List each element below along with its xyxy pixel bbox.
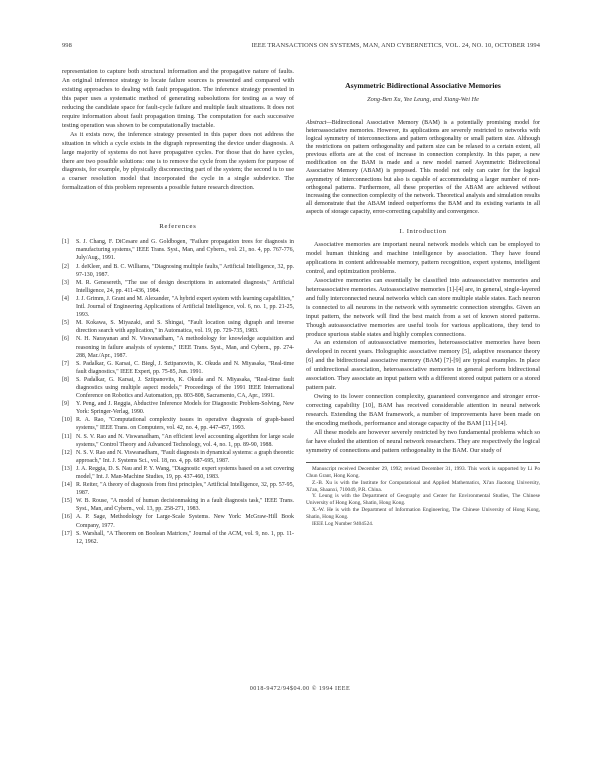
page-number: 998 <box>62 42 72 49</box>
reference-item <box>62 530 294 546</box>
reference-number: [12] <box>62 449 72 456</box>
reference-text: S. Warshall, "A Theorem on Boolean Matrices," Journal of the ACM, vol. 9, no. 1, pp. 11-12, 1962. <box>76 530 294 545</box>
reference-item <box>62 400 294 416</box>
abstract <box>306 119 540 216</box>
reference-text: M. Kokawa, S. Miyazaki, and S. Shingai, "Fault location using digraph and inverse direction search with application," in Automatica, vol. 19, pp. 729-735, 1983. <box>76 320 294 335</box>
reference-number: [10] <box>62 417 72 424</box>
paper-title: Asymmetric Bidirectional Associative Memories <box>345 81 501 90</box>
reference-number: [1] <box>62 239 69 246</box>
reference-item <box>62 295 294 319</box>
section-heading-introduction: I. Introduction <box>399 228 447 236</box>
footnote: Z.-B. Xu is with the Institute for Computational and Applied Mathematics, Xi'an Jiaotong University, Xi'an, Shaanxi, 710049, P.R. China. <box>306 479 540 493</box>
reference-text: R. Reiter, "A theory of diagnosis from first principles," Artificial Intelligence, 32, pp. 57-95, 1987. <box>76 482 294 497</box>
reference-number: [2] <box>62 263 69 270</box>
journal-header: IEEE TRANSACTIONS ON SYSTEMS, MAN, AND CYBERNETICS, VOL. 24, NO. 10, OCTOBER 1994 <box>251 42 540 49</box>
copyright-code: 0018-9472/94$04.00 © 1994 IEEE <box>249 686 351 692</box>
reference-text: W. B. Rouse, "A model of human decisionmaking in a fault diagnosis task," IEEE Trans. Syst., Man, and Cybern., vol. 13, pp. 258-271, 1983. <box>76 498 294 513</box>
body-paragraph: As an extension of autoassociative memories, heteroassociative memories have been developed in recent years. Holographic associative memory [5], adaptive resonance theory [6] and the bidirectional associative memory (BAM) [7]-[9] are typical examples. In place of unidirectional association, heteroassociative memories in general perform bidirectional association. They associate an input pattern with a different stored output pattern or a stored pattern pair. <box>306 339 540 392</box>
left-column <box>62 68 294 546</box>
references-heading: References <box>159 223 197 231</box>
reference-number: [5] <box>62 320 69 327</box>
reference-number: [9] <box>62 401 69 408</box>
footnote: Manuscript received December 29, 1992; revised December 31, 1993. This work is supported by Li Po Chun Grant, Hong Kong. <box>306 465 540 479</box>
body-paragraph: representation to capture both structural information and the propagative nature of faults. An original inference strategy to locate failure sources is presented and compared with existing approaches to dealing with fault propagation. The inference strategy presented in this paper uses a systematic method of generating subsolutions for testing as a way of reducing the candidate space for fault-cycle failure and multiple fault situations. It does not require information about fault propagation timing. The computation for each successive testing operation was shown to be computationally tractable. <box>62 68 294 129</box>
footnote-block <box>306 462 540 528</box>
reference-number: [6] <box>62 336 69 343</box>
body-paragraph: As it exists now, the inference strategy presented in this paper does not address the situation in which a cycle exists in the digraph representing the device under diagnosis. A large majority of systems do not have propagative cycles. For those that do have cycles, there are two possible solutions: one is to remove the cycle from the system for purpose of diagnosis, for example, by physically disconnecting part of the system; the second is to use a coarser resolution model that incorporated the cycle in a single subdevice. The formalization of this problem represents a possible future research direction. <box>62 130 294 192</box>
reference-number: [14] <box>62 482 72 489</box>
reference-text: Y. Peng, and J. Reggia, Abductive Inference Models for Diagnostic Problem-Solving, New York: Springer-Verlag, 1990. <box>76 401 294 416</box>
reference-item <box>62 433 294 449</box>
reference-number: [7] <box>62 360 69 367</box>
reference-text: J. deKleer, and B. C. Williams, "Diagnosing multiple faults," Artificial Intelligence, 32, pp. 97-130, 1987. <box>76 263 294 278</box>
body-paragraph: Associative memories are important neural network models which can be employed to model human thinking and machine intelligence by association. They have found applications in content addressable memory, pattern recognition, expert systems, intelligent control, and optimization problems. <box>306 240 540 275</box>
reference-item <box>62 360 294 376</box>
body-paragraph: Owing to its lower connection complexity, guaranteed convergence and stronger error-correcting capability [10], BAM has received considerable attention in neural network research. Extending the BAM framework, a number of improvements have been made on the encoding methods, performance and storage capacity of the BAM [11]-[14]. <box>306 393 540 428</box>
reference-text: M. R. Genesereth, "The use of design descriptions in automated diagnosis," Artificial Intelligence, 24, pp. 411-436, 1984. <box>76 279 294 294</box>
reference-text: J. J. Grimm, J. Grant and M. Alexander, "A hybrid expert system with learning capabilities," Intl. Journal of Engineering Applications of Artificial Intelligence, vol. 6, no. 1, pp. 21-25, 1993. <box>76 295 294 319</box>
reference-item <box>62 319 294 335</box>
reference-item <box>62 465 294 481</box>
reference-item <box>62 416 294 432</box>
footnote: Y. Leung is with the Department of Geography and Center for Environmental Studies, The Chinese University of Hong Kong, Shatin, Hong Kong. <box>306 493 540 507</box>
abstract-text: Bidirectional Associative Memory (BAM) is a potentially promising model for heteroassociative memories. However, its applications are severely restricted to networks with logical symmetry of interconnections and pattern orthogonality or small pattern size. Although the restrictions on pattern orthogonality and pattern size can be relaxed to a certain extent, all previous efforts are at the cost of increase in connection complexity. In this paper, a new modification on the BAM is made and a new model named Asymmetric Bidirectional Associative Memory (ABAM) is proposed. This model not only can cater for the logical asymmetry of interconnections but also is capable of accommodating a larger number of non-orthogonal patterns. Furthermore, all these properties of the ABAM are achieved without increasing the connection complexity of the network. Theoretical analysis and simulation results all demonstrate that the ABAM indeed outperforms the BAM and its existing variants in all aspects of storage capacity, error-correcting capability and convergence. <box>306 119 540 215</box>
right-column <box>306 68 540 528</box>
reference-text: J. A. Reggia, D. S. Nau and P. Y. Wang, "Diagnostic expert systems based on a set covering model," Int. J. Man-Machine Studies, 19, pp. 437-460, 1983. <box>76 465 294 481</box>
reference-text: S. Padalkar, G. Karsai, J. Sztipanovits, K. Okuda and N. Miyasaka, "Real-time fault diagnostics using multiple aspect models," Proceedings of the 1991 IEEE International Conference on Robotics and Automation, pp. 803-808, Sacramento, CA, Apr., 1991. <box>76 376 294 400</box>
reference-number: [13] <box>62 465 72 472</box>
reference-text: A. P. Sage, Methodology for Large-Scale Systems. New York: McGraw-Hill Book Company, 1977. <box>76 514 294 529</box>
reference-item <box>62 335 294 359</box>
reference-number: [11] <box>62 433 72 440</box>
reference-item <box>62 497 294 513</box>
reference-text: N. S. V. Rao and N. Viswanadham, "Fault diagnosis in dynamical systems: a graph theoretic approach," Int. J. Systems Sci., vol. 18, no. 4, pp. 687-695, 1987. <box>76 449 294 464</box>
body-paragraph: Associative memories can essentially be classified into autoassociative memories and heteroassociative memories. Autoassociative memories [1]-[4] are, in general, single-layered and fully interconnected neural networks which can store multiple stable states. Each neuron is connected to all neurons in the network with symmetric connection strengths. Given an input pattern, the network will find the best match from a set of known stored patterns. Though autoassociative memories are useful tools for various applications, they tend to produce spurious stable states and highly complex connections. <box>306 276 540 338</box>
reference-item <box>62 481 294 497</box>
reference-number: [16] <box>62 514 72 521</box>
reference-item <box>62 238 294 262</box>
footnote: X.-W. He is with the Department of Information Engineering, The Chinese University of Hong Kong, Shatin, Hong Kong. <box>306 507 540 521</box>
reference-text: N. S. V. Rao and N. Viswanadham, "An efficient level accounting algorithm for large scale systems," Control Theory and Advanced Technology, vol. 4, no. 1, pp. 89-90, 1988. <box>76 433 294 448</box>
reference-list <box>62 238 294 546</box>
reference-text: N. H. Narayanan and N. Viswanadham, "A methodology for knowledge acquisition and reasoning in failure analysis of systems," IEEE Trans. Syst., Man, and Cybern., pp. 274-288, Mar./Apr., 1987. <box>76 336 294 359</box>
abstract-lead: Abstract— <box>306 119 332 126</box>
footnote: IEEE Log Number 9404524. <box>312 521 374 528</box>
reference-number: [4] <box>62 295 69 302</box>
reference-number: [3] <box>62 279 69 286</box>
reference-text: R. A. Rao, "Computational complexity issues in operative diagnosis of graph-based systems," IEEE Trans. on Computers, vol. 42, no. 4, pp. 447-457, 1993. <box>76 417 294 432</box>
reference-item <box>62 513 294 529</box>
reference-item <box>62 279 294 295</box>
reference-number: [15] <box>62 498 72 505</box>
reference-number: [8] <box>62 376 69 383</box>
reference-text: S. Padalkar, G. Karsai, C. Biegl, J. Sztipanovits, K. Okuda and N. Miyasaka, "Real-time fault diagnostics," IEEE Expert, pp. 75-85, Jun. 1991. <box>76 360 294 375</box>
reference-item <box>62 263 294 279</box>
reference-item <box>62 449 294 465</box>
reference-item <box>62 376 294 400</box>
reference-text: S. J. Chang, F. DiCesare and G. Goldbogen, "Failure propagation trees for diagnosis in manufacturing systems," IEEE Trans. Syst., Man, and Cybern., vol. 21, no. 4, pp. 767-776, July/Aug., 1991. <box>76 239 294 262</box>
paper-authors: Zong-Ben Xu, Yee Leung, and Xiang-Wei He <box>367 95 479 103</box>
reference-number: [17] <box>62 530 72 537</box>
running-header <box>62 42 540 54</box>
body-paragraph: All these models are however severely restricted by two fundamental problems which so far have eluded the attention of neural network researchers. They are respectively the logical symmetry of connections and pattern orthogonality in the BAM. Our study of <box>306 429 540 454</box>
